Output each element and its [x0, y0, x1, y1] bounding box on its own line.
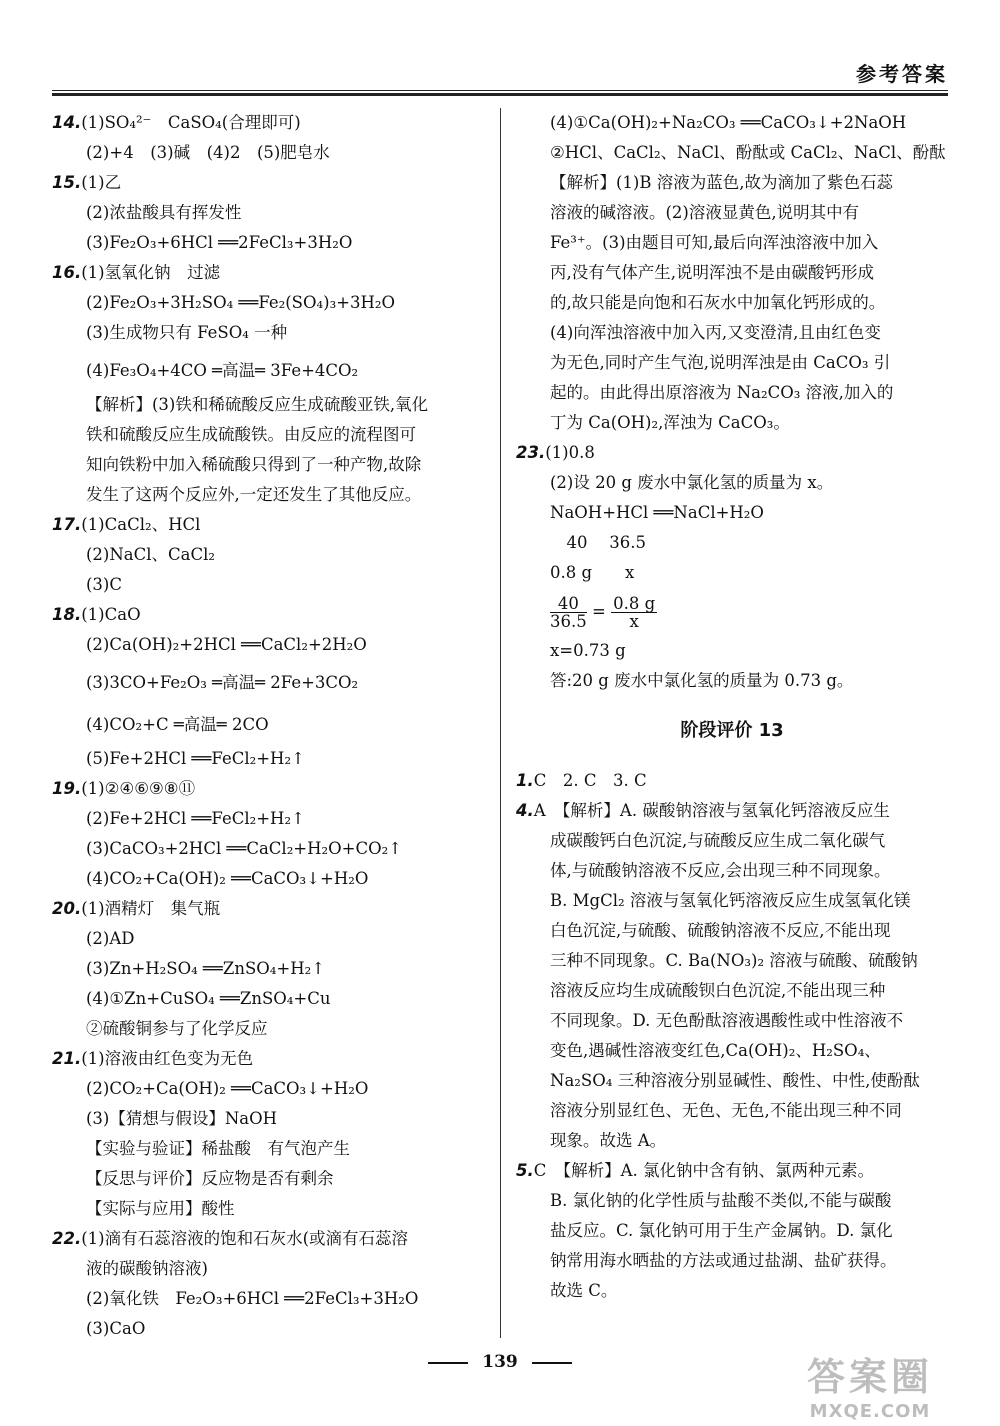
- answer-line: 知向铁粉中加入稀硫酸只得到了一种产物,故除: [86, 455, 422, 474]
- answer-line: 铁和硫酸反应生成硫酸铁。由反应的流程图可: [86, 425, 416, 444]
- equals-sign: =: [592, 602, 606, 621]
- question-number: 23.: [516, 443, 546, 462]
- answer-line: [516, 766, 948, 796]
- answer-line: [52, 1224, 484, 1254]
- right-bottom-answers: [516, 766, 948, 1306]
- fraction-right: [611, 595, 657, 630]
- answer-text: (1)氢氧化钠 过滤: [81, 263, 221, 282]
- answer-line: 白色沉淀,与硫酸、硫酸钠溶液不反应,不能出现: [550, 921, 891, 940]
- answer-line: [516, 1156, 948, 1186]
- question-number: 5.: [516, 1161, 534, 1180]
- answer-line: (4)CO₂+C ═高温═ 2CO: [86, 715, 269, 734]
- answer-line: (2)Ca(OH)₂+2HCl ══CaCl₂+2H₂O: [86, 635, 367, 654]
- answer-line: (2)Fe₂O₃+3H₂SO₄ ══Fe₂(SO₄)₃+3H₂O: [86, 293, 396, 312]
- question-number: 17.: [52, 515, 82, 534]
- footer-ornament-left: [428, 1362, 468, 1364]
- question-number: 14.: [52, 113, 82, 132]
- watermark-logo: [770, 1346, 970, 1422]
- question-number: 16.: [52, 263, 82, 282]
- answer-line: (2)AD: [86, 929, 135, 948]
- answer-line: (4)Fe₃O₄+4CO ═高温═ 3Fe+4CO₂: [86, 361, 359, 380]
- answer-text: (1)溶液由红色变为无色: [81, 1049, 254, 1068]
- section-title: 阶段评价 13: [680, 720, 784, 741]
- answer-line: [52, 600, 484, 630]
- answer-line: 【解析】(3)铁和稀硫酸反应生成硫酸亚铁,氧化: [86, 395, 429, 414]
- page-header: [52, 58, 948, 88]
- answer-line: 三种不同现象。C. Ba(NO₃)₂ 溶液与硫酸、硫酸钠: [550, 951, 918, 970]
- answer-line: (4)向浑浊溶液中加入丙,又变澄清,且由红色变: [550, 323, 881, 342]
- answer-line: ②硫酸铜参与了化学反应: [86, 1019, 268, 1038]
- answer-line: (2)浓盐酸具有挥发性: [86, 203, 242, 222]
- answer-text: (1)②④⑥⑨⑧⑪: [81, 779, 196, 798]
- answer-line: (5)Fe+2HCl ══FeCl₂+H₂↑: [86, 749, 305, 768]
- answer-line: (3)3CO+Fe₂O₃ ═高温═ 2Fe+3CO₂: [86, 673, 359, 692]
- answer-line: 发生了这两个反应外,一定还发生了其他反应。: [86, 485, 422, 504]
- answer-line: 【实验与验证】稀盐酸 有气泡产生: [86, 1139, 350, 1158]
- answer-line: [516, 796, 948, 826]
- answer-line: (4)CO₂+Ca(OH)₂ ══CaCO₃↓+H₂O: [86, 869, 369, 888]
- answer-text: (1)滴有石蕊溶液的饱和石灰水(或滴有石蕊溶: [81, 1229, 409, 1248]
- answer-line: [52, 774, 484, 804]
- answer-line: (3)CaCO₃+2HCl ══CaCl₂+H₂O+CO₂↑: [86, 839, 403, 858]
- answer-line: 溶液的碱溶液。(2)溶液显黄色,说明其中有: [550, 203, 860, 222]
- answer-line: (2)NaCl、CaCl₂: [86, 545, 216, 564]
- answer-line: (3)CaO: [86, 1319, 146, 1338]
- answer-text: (1)CaCl₂、HCl: [81, 515, 201, 534]
- answer-line: 起的。由此得出原溶液为 Na₂CO₃ 溶液,加入的: [550, 383, 894, 402]
- answer-line: (3)Fe₂O₃+6HCl ══2FeCl₃+3H₂O: [86, 233, 353, 252]
- watermark-bottom: MXQE.COM: [809, 1401, 931, 1422]
- answer-line: x=0.73 g: [550, 641, 626, 660]
- answer-line: (4)①Ca(OH)₂+Na₂CO₃ ══CaCO₃↓+2NaOH: [550, 113, 907, 132]
- left-column: [52, 108, 484, 1344]
- answer-line: [52, 258, 484, 288]
- answer-text: (1)SO₄²⁻ CaSO₄(合理即可): [81, 113, 301, 132]
- answer-line: 的,故只能是向饱和石灰水中加氧化钙形成的。: [550, 293, 886, 312]
- right-after-fraction: [516, 636, 948, 696]
- answer-line: (2)氧化铁 Fe₂O₃+6HCl ══2FeCl₃+3H₂O: [86, 1289, 419, 1308]
- answer-line: 钠常用海水晒盐的方法或通过盐湖、盐矿获得。: [550, 1251, 897, 1270]
- question-number: 18.: [52, 605, 82, 624]
- answer-line: Na₂SO₄ 三种溶液分别显碱性、酸性、中性,使酚酞: [550, 1071, 920, 1090]
- right-top-answers: [516, 108, 948, 588]
- right-column: [516, 108, 948, 1306]
- answer-line: 答:20 g 废水中氯化氢的质量为 0.73 g。: [550, 671, 854, 690]
- answer-line: [52, 108, 484, 138]
- header-rule-thin: [52, 90, 948, 91]
- question-number: 19.: [52, 779, 82, 798]
- watermark-top: 答案圈: [806, 1355, 933, 1399]
- question-number: 1.: [516, 771, 534, 790]
- answer-line: 【实际与应用】酸性: [86, 1199, 235, 1218]
- answer-line: (3)【猜想与假设】NaOH: [86, 1109, 278, 1128]
- answer-text: (1)0.8: [545, 443, 595, 462]
- fraction-left-numerator: 40: [550, 595, 587, 613]
- answer-line: 为无色,同时产生气泡,说明浑浊是由 CaCO₃ 引: [550, 353, 891, 372]
- answer-line: 体,与硫酸钠溶液不反应,会出现三种不同现象。: [550, 861, 891, 880]
- answer-line: 故选 C。: [550, 1281, 618, 1300]
- header-rule-thick: [52, 93, 948, 96]
- answer-line: (3)Zn+H₂SO₄ ══ZnSO₄+H₂↑: [86, 959, 326, 978]
- answer-line: B. 氯化钠的化学性质与盐酸不类似,不能与碳酸: [550, 1191, 892, 1210]
- question-number: 4.: [516, 801, 534, 820]
- answer-line: [52, 894, 484, 924]
- answer-line: 变色,遇碱性溶液变红色,Ca(OH)₂、H₂SO₄、: [550, 1041, 881, 1060]
- header-title: 参考答案: [856, 62, 948, 86]
- fraction-equation: [516, 588, 948, 636]
- answer-text: C 2. C 3. C: [533, 771, 647, 790]
- answer-line: 【解析】(1)B 溶液为蓝色,故为滴加了紫色石蕊: [550, 173, 893, 192]
- fraction-right-denominator: x: [629, 612, 639, 631]
- footer-ornament-right: [532, 1362, 572, 1364]
- answer-line: (3)生成物只有 FeSO₄ 一种: [86, 323, 288, 342]
- page-number: 139: [482, 1352, 518, 1372]
- answer-line: 成碳酸钙白色沉淀,与硫酸反应生成二氧化碳气: [550, 831, 886, 850]
- answer-line: 丁为 Ca(OH)₂,浑浊为 CaCO₃。: [550, 413, 790, 432]
- answer-line: [52, 168, 484, 198]
- answer-line: 不同现象。D. 无色酚酞溶液遇酸性或中性溶液不: [550, 1011, 904, 1030]
- answer-text: A 【解析】A. 碳酸钠溶液与氢氧化钙溶液反应生: [533, 801, 890, 820]
- answer-line: (2)CO₂+Ca(OH)₂ ══CaCO₃↓+H₂O: [86, 1079, 369, 1098]
- answer-text: (1)CaO: [81, 605, 141, 624]
- question-number: 15.: [52, 173, 82, 192]
- answer-line: (2)Fe+2HCl ══FeCl₂+H₂↑: [86, 809, 305, 828]
- answer-line: [516, 438, 948, 468]
- answer-line: 丙,没有气体产生,说明浑浊不是由碳酸钙形成: [550, 263, 874, 282]
- answer-line: 0.8 g x: [550, 563, 635, 582]
- answer-line: 盐反应。C. 氯化钠可用于生产金属钠。D. 氯化: [550, 1221, 893, 1240]
- answer-line: 【反思与评价】反应物是否有剩余: [86, 1169, 334, 1188]
- answer-text: (1)乙: [81, 173, 122, 192]
- answer-line: 溶液分别显红色、无色、无色,不能出现三种不同: [550, 1101, 902, 1120]
- fraction-left-denominator: 36.5: [550, 612, 587, 631]
- answer-text: C 【解析】A. 氯化钠中含有钠、氯两种元素。: [533, 1161, 875, 1180]
- answer-line: 现象。故选 A。: [550, 1131, 667, 1150]
- answer-text: (1)酒精灯 集气瓶: [81, 899, 221, 918]
- answer-line: [52, 510, 484, 540]
- answer-line: 溶液反应均生成硫酸钡白色沉淀,不能出现三种: [550, 981, 886, 1000]
- question-number: 22.: [52, 1229, 82, 1248]
- column-divider: [500, 108, 501, 1338]
- answer-line: NaOH+HCl ══NaCl+H₂O: [550, 503, 764, 522]
- answer-line: ②HCl、CaCl₂、NaCl、酚酞或 CaCl₂、NaCl、酚酞: [550, 143, 946, 162]
- answer-line: 40 36.5: [550, 533, 646, 552]
- answer-line: (2)设 20 g 废水中氯化氢的质量为 x。: [550, 473, 834, 492]
- question-number: 20.: [52, 899, 82, 918]
- fraction-right-numerator: 0.8 g: [613, 594, 656, 613]
- answer-line: 液的碳酸钠溶液): [86, 1259, 208, 1278]
- question-number: 21.: [52, 1049, 82, 1068]
- answer-line: (4)①Zn+CuSO₄ ══ZnSO₄+Cu: [86, 989, 331, 1008]
- answer-line: [52, 1044, 484, 1074]
- answer-line: B. MgCl₂ 溶液与氢氧化钙溶液反应生成氢氧化镁: [550, 891, 911, 910]
- answer-line: Fe³⁺。(3)由题目可知,最后向浑浊溶液中加入: [550, 233, 879, 252]
- answer-line: (3)C: [86, 575, 122, 594]
- fraction-left: [550, 595, 587, 630]
- answer-line: (2)+4 (3)碱 (4)2 (5)肥皂水: [86, 143, 330, 162]
